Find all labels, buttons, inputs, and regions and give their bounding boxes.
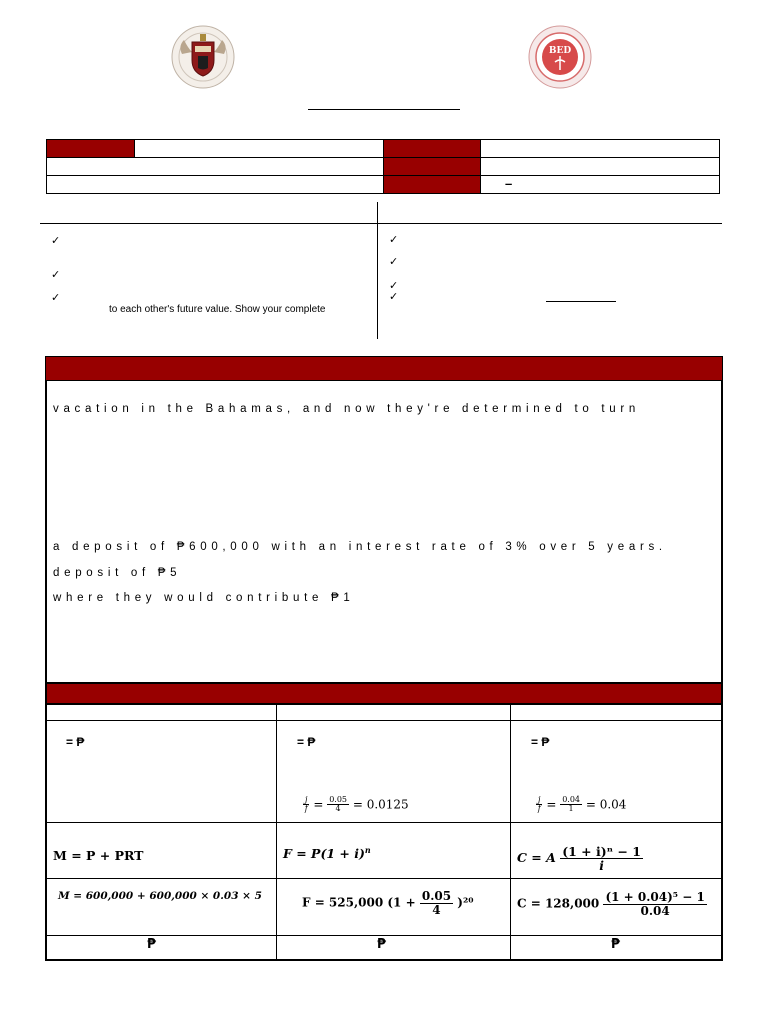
title-underline bbox=[308, 109, 460, 110]
checklist-item-text: to each other's future value. Show your complete bbox=[109, 304, 326, 315]
solutions-table bbox=[45, 703, 723, 961]
fill-in-blank bbox=[546, 301, 616, 302]
header-label-cell-4 bbox=[383, 175, 481, 194]
header-value-cell-5 bbox=[46, 175, 384, 194]
scenario-line: a deposit of ₱600,000 with an interest rate of 3% over 5 years. bbox=[53, 541, 667, 553]
answer-compound: ₱ bbox=[377, 937, 387, 952]
header-value-cell-2 bbox=[480, 139, 720, 158]
header-value-cell-4 bbox=[480, 157, 720, 176]
header-value-cell-3 bbox=[46, 157, 384, 176]
header-dash: – bbox=[505, 176, 513, 191]
rate-compound: $\frac{j}{f}$ = $\frac{0.05}{4}$ = 0.0125 bbox=[304, 795, 409, 814]
substitution-compound: F = 525,000 (1 + $\frac{0.05}{4}$ )²⁰ bbox=[302, 889, 474, 917]
header-label-cell-1 bbox=[46, 139, 135, 158]
col-divider-2 bbox=[510, 704, 511, 960]
checklist-top-rule bbox=[40, 223, 722, 224]
rate-annuity: $\frac{j}{f}$ = $\frac{0.04}{1}$ = 0.04 bbox=[537, 795, 627, 814]
header-value-cell-1 bbox=[134, 139, 384, 158]
checkmark-icon: ✓ bbox=[389, 234, 399, 246]
formula-annuity: C = A $\frac{\text{(1 + i)ⁿ − 1}}{i}$ bbox=[517, 844, 642, 874]
header-label-cell-2 bbox=[383, 139, 481, 158]
university-seal-icon bbox=[170, 24, 236, 90]
given-compound: = ₱ bbox=[297, 735, 316, 749]
col-divider-1 bbox=[276, 704, 277, 960]
checkmark-icon: ✓ bbox=[389, 256, 399, 268]
row-divider-2 bbox=[46, 822, 722, 823]
row-divider-1 bbox=[46, 720, 722, 721]
given-annuity: = ₱ bbox=[531, 735, 550, 749]
svg-text:BED: BED bbox=[548, 46, 572, 56]
formula-compound-interest: $F = P(1 + i)^n$ bbox=[283, 845, 371, 862]
checkmark-icon: ✓ bbox=[51, 292, 61, 304]
scenario-header-bar bbox=[46, 357, 722, 381]
row-divider-4 bbox=[46, 935, 722, 936]
checklist-divider bbox=[377, 202, 378, 339]
answer-annuity: ₱ bbox=[611, 937, 621, 952]
substitution-annuity: C = 128,000 $\frac{\text{(1 + 0.04)⁵ − 1}}{0.04}$ bbox=[517, 890, 705, 918]
scenario-line: deposit of ₱5 bbox=[53, 567, 182, 579]
checkmark-icon: ✓ bbox=[389, 291, 399, 303]
header-value-cell-6 bbox=[480, 175, 720, 194]
given-simple: = ₱ bbox=[66, 735, 85, 749]
checkmark-icon: ✓ bbox=[51, 235, 61, 247]
header-label-cell-3 bbox=[383, 157, 481, 176]
formula-simple-interest: M = P + PRT bbox=[53, 848, 144, 863]
solutions-header-bar bbox=[45, 682, 723, 705]
checkmark-icon: ✓ bbox=[389, 280, 399, 292]
row-divider-3 bbox=[46, 878, 722, 879]
scenario-line: where they would contribute ₱1 bbox=[53, 592, 355, 604]
answer-simple: ₱ bbox=[147, 937, 157, 952]
basic-education-seal-icon bbox=[527, 24, 593, 90]
scenario-line: vacation in the Bahamas, and now they're determined to turn bbox=[53, 403, 640, 415]
substitution-simple: M = 600,000 + 600,000 × 0.03 × 5 bbox=[58, 890, 262, 902]
checkmark-icon: ✓ bbox=[51, 269, 61, 281]
